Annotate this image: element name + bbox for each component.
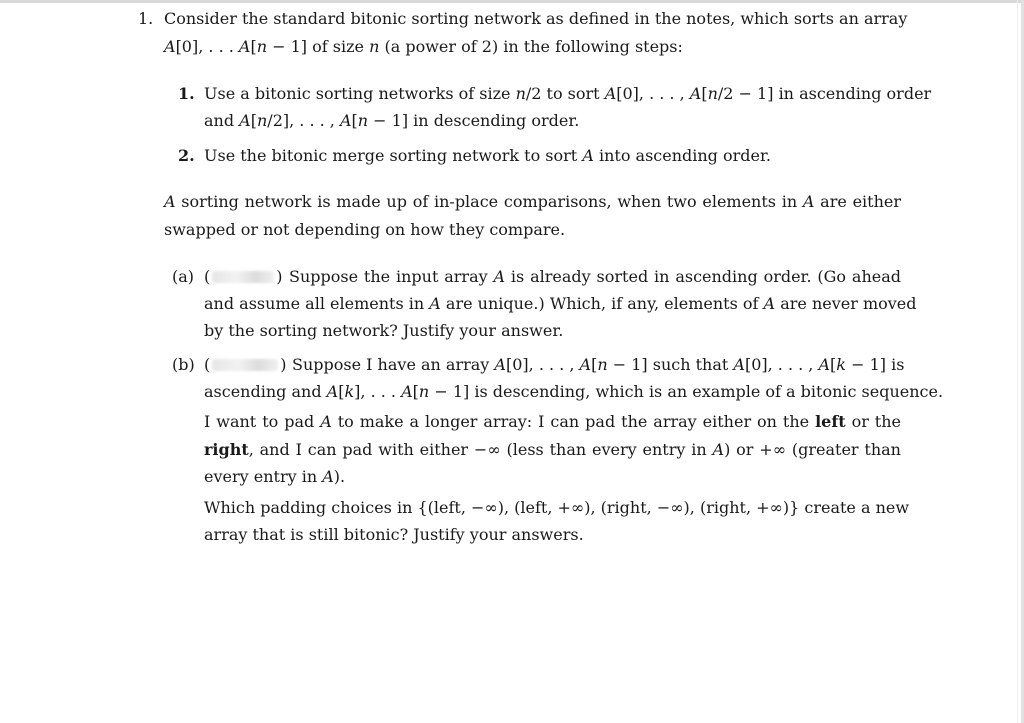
network-desc-line-1: A sorting network is made up of in-place comparisons, when two elements in A are either: [164, 192, 902, 211]
question-number: 1.: [138, 9, 154, 28]
intro-line-2: A[0], . . . A[n − 1] of size n (a power of 2) in the following steps:: [164, 37, 683, 56]
part-b-label: (b): [172, 355, 195, 374]
step-1-line-1: Use a bitonic sorting networks of size n/2 to sort A[0], . . . , A[n/2 − 1] in ascending order: [204, 84, 932, 103]
part-b-line-3: I want to pad A to make a longer array: I can pad the array either on the left or the: [204, 412, 902, 431]
part-b-line-1: Suppose I have an array A[0], . . . , A[n − 1] such that A[0], . . . , A[k − 1] is: [292, 355, 905, 374]
part-a-line-1: Suppose the input array A is already sorted in ascending order. (Go ahead: [289, 267, 901, 286]
part-a-label: (a): [172, 267, 195, 286]
step-1-label: 1.: [178, 84, 195, 103]
network-desc-line-2: swapped or not depending on how they compare.: [164, 220, 566, 239]
part-b-points-redacted: ( ): [204, 355, 287, 374]
part-b-line-2: ascending and A[k], . . . A[n − 1] is descending, which is an example of a bitonic sequence.: [204, 382, 944, 401]
step-2-line-1: Use the bitonic merge sorting network to sort A into ascending order.: [204, 146, 771, 165]
step-1-line-2: and A[n/2], . . . , A[n − 1] in descending order.: [204, 111, 580, 130]
step-2-label: 2.: [178, 146, 195, 165]
part-b-line-7: array that is still bitonic? Justify your answers.: [204, 525, 584, 544]
part-a-line-2: and assume all elements in A are unique.) Which, if any, elements of A are never moved: [204, 294, 917, 313]
part-b-line-5: every entry in A).: [204, 467, 346, 486]
intro-line-1: Consider the standard bitonic sorting network as defined in the notes, which sorts an array: [164, 9, 908, 28]
part-a-points-redacted: ( ): [204, 267, 283, 286]
part-a-line-3: by the sorting network? Justify your answer.: [204, 321, 564, 340]
part-b-line-4: right, and I can pad with either −∞ (less than every entry in A) or +∞ (greater than: [204, 440, 901, 459]
part-b-line-6: Which padding choices in {(left, −∞), (left, +∞), (right, −∞), (right, +∞)} create a new: [204, 498, 910, 517]
